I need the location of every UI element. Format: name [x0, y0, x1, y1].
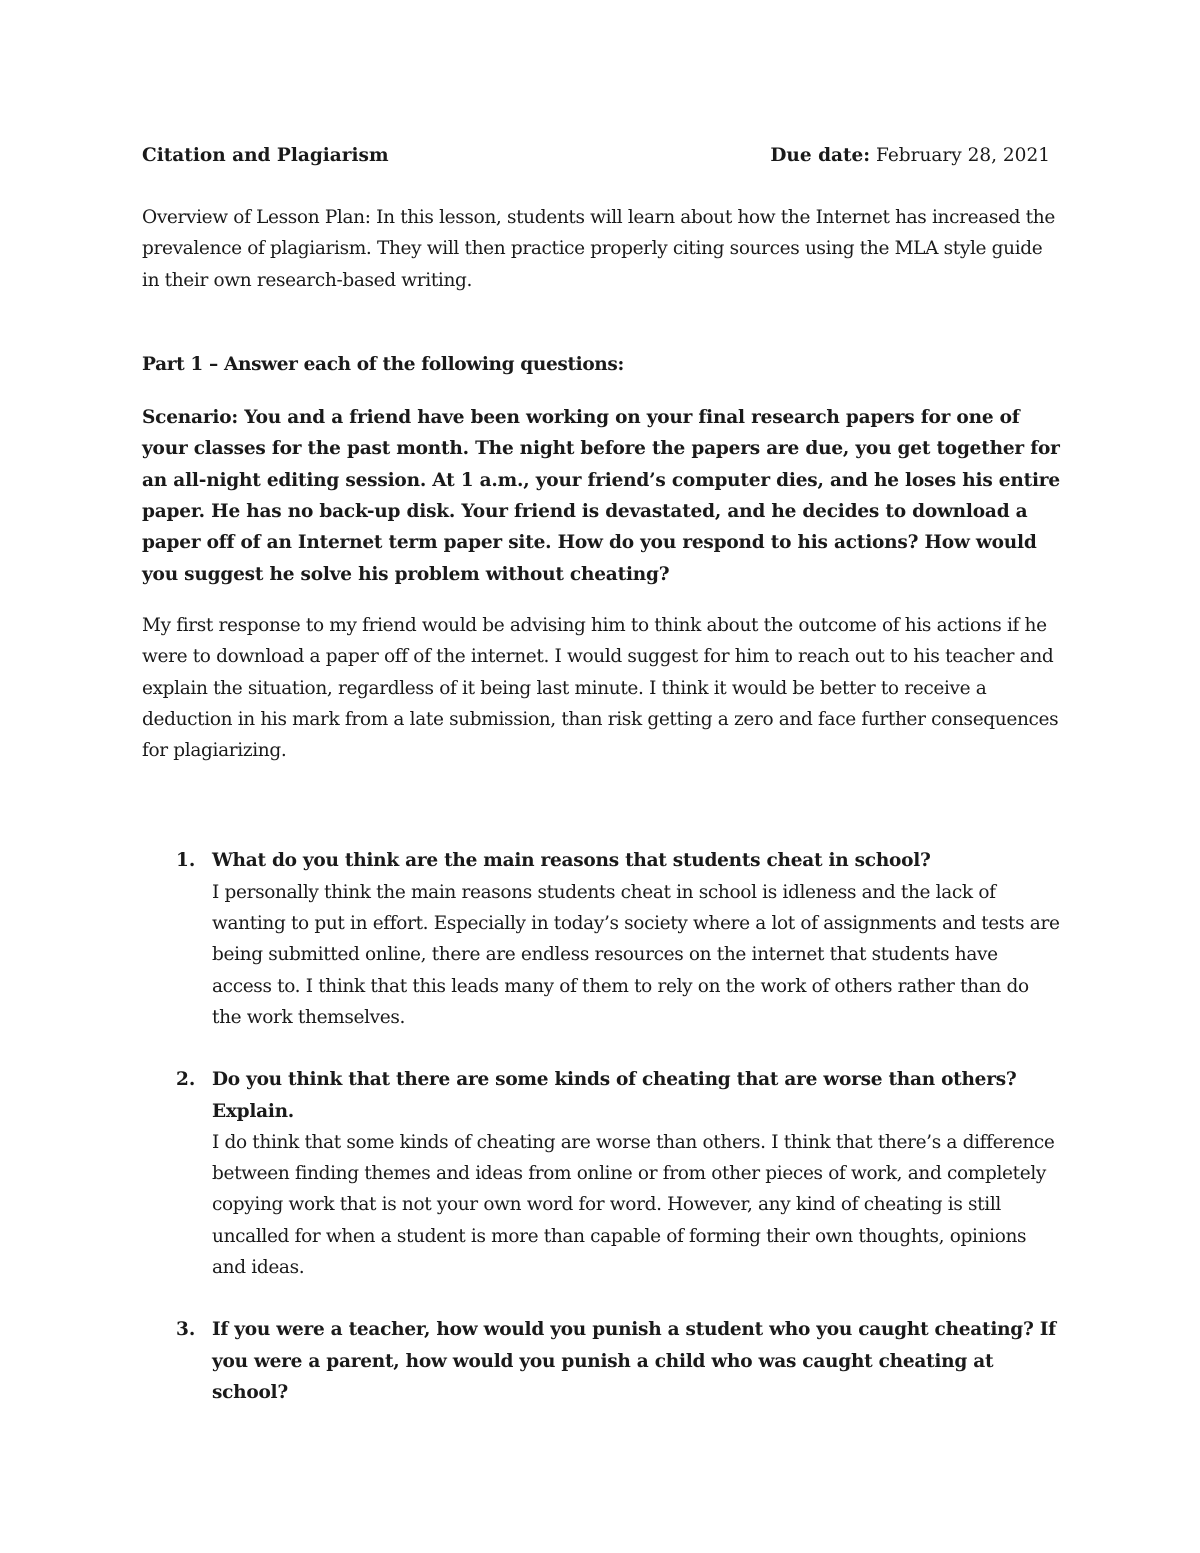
due-date	[770, 140, 1050, 172]
question-text: Do you think that there are some kinds of cheating that are worse than others? Explain.	[212, 1069, 1017, 1122]
lesson-overview: Overview of Lesson Plan: In this lesson, students will learn about how the Internet has increased the prevalence of plagiarism. They will then practice properly citing sources using the MLA style guide in their own research-based writing.	[142, 207, 1055, 291]
due-date-label: Due date:	[770, 145, 871, 166]
question-answer: I do think that some kinds of cheating are worse than others. I think that there’s a difference between finding themes and ideas from online or from other pieces of work, and completely copying work that is not your own word for word. However, any kind of cheating is still uncalled for when a student is more than capable of forming their own thoughts, opinions and ideas.	[212, 1131, 1055, 1279]
question-item	[142, 1064, 1062, 1283]
due-date-value: February 28, 2021	[876, 145, 1050, 166]
question-text: If you were a teacher, how would you punish a student who you caught cheating? If you were a parent, how would you punish a child who was caught cheating at school?	[212, 1319, 1056, 1403]
question-number: 1.	[176, 850, 196, 872]
question-number: 2.	[176, 1069, 196, 1091]
scenario-response: My first response to my friend would be advising him to think about the outcome of his actions if he were to download a paper off of the internet. I would suggest for him to reach out to his teacher and explain the situation, regardless of it being last minute. I think it would be better to receive a deduction in his mark from a late submission, than risk getting a zero and face further consequences for plagiarizing.	[142, 614, 1059, 762]
question-item	[142, 1314, 1062, 1408]
document-title: Citation and Plagiarism	[142, 145, 389, 166]
document-header	[142, 140, 1062, 172]
document-page	[142, 140, 1062, 1439]
question-text: What do you think are the main reasons that students cheat in school?	[212, 850, 931, 872]
question-item	[142, 845, 1062, 1033]
scenario-prompt: Scenario: You and a friend have been working on your final research papers for one of your classes for the past month. The night before the papers are due, you get together for an all-night editing session. At 1 a.m., your friend’s computer dies, and he loses his entire paper. He has no back-up disk. Your friend is devastated, and he decides to download a paper off of an Internet term paper site. How do you respond to his actions? How would you suggest he solve his problem without cheating?	[142, 407, 1060, 585]
question-answer: I personally think the main reasons students cheat in school is idleness and the lack of wanting to put in effort. Especially in today’s society where a lot of assignments and tests are being submitted online, there are endless resources on the internet that students have access to. I think that this leads many of them to rely on the work of others rather than do the work themselves.	[212, 881, 1060, 1028]
question-list	[142, 845, 1062, 1408]
question-number: 3.	[176, 1319, 196, 1341]
part1-heading: Part 1 – Answer each of the following questions:	[142, 353, 624, 375]
